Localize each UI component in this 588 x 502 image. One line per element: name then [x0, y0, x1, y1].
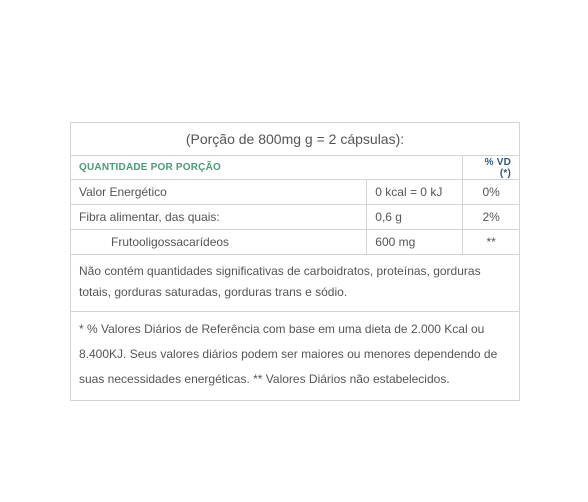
- nutrient-daily-value: **: [463, 230, 520, 255]
- nutrient-daily-value: 2%: [463, 205, 520, 230]
- nutrient-quantity: 0,6 g: [367, 205, 463, 230]
- nutrient-daily-value: 0%: [463, 180, 520, 205]
- table-row: [71, 180, 520, 205]
- header-daily-value: % VD (*): [463, 156, 520, 180]
- header-amount-per-serving: QUANTIDADE POR PORÇÃO: [71, 156, 463, 180]
- serving-size-caption: (Porção de 800mg g = 2 cápsulas):: [71, 123, 520, 156]
- nutrient-label: Fibra alimentar, das quais:: [71, 205, 367, 230]
- table-row: [71, 230, 520, 255]
- nutrient-label: Frutooligossacarídeos: [71, 230, 367, 255]
- insignificant-amounts-note: Não contém quantidades significativas de carboidratos, proteínas, gorduras totais, gorduras saturadas, gorduras trans e sódio.: [71, 255, 520, 312]
- daily-values-footnote: * % Valores Diários de Referência com base em uma dieta de 2.000 Kcal ou 8.400KJ. Seus valores diários podem ser maiores ou menores dependendo de suas necessidades energéticas. ** Valores Diários não estabelecidos.: [71, 312, 520, 401]
- nutrient-quantity: 0 kcal = 0 kJ: [367, 180, 463, 205]
- nutrient-label: Valor Energético: [71, 180, 367, 205]
- nutrition-facts-table: [70, 122, 520, 401]
- nutrient-quantity: 600 mg: [367, 230, 463, 255]
- table-row: [71, 205, 520, 230]
- table-header-row: [71, 156, 520, 180]
